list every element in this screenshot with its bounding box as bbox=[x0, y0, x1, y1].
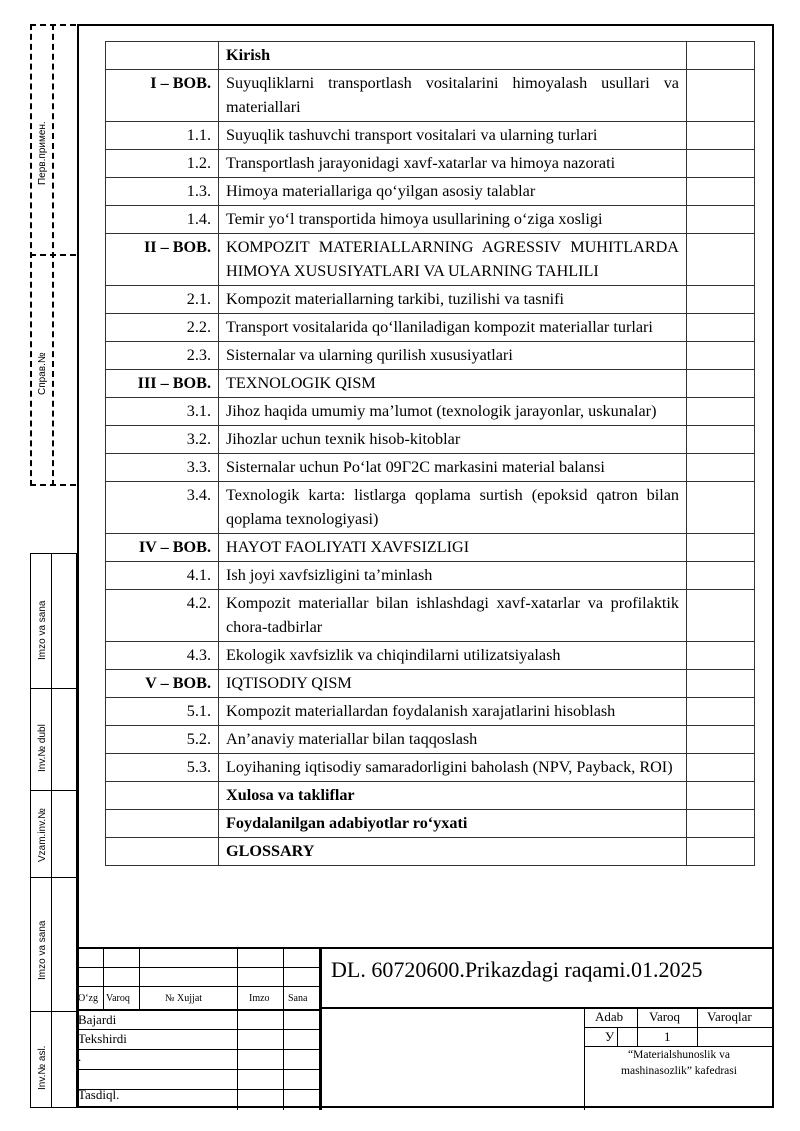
contents-row bbox=[106, 810, 755, 838]
page-number-cell bbox=[687, 698, 755, 726]
tasdiql-label: Tasdiql. bbox=[78, 1087, 120, 1102]
contents-row bbox=[106, 782, 755, 810]
page-number-cell bbox=[687, 426, 755, 454]
section-number: 2.1. bbox=[106, 286, 219, 314]
section-number: I – BOB. bbox=[106, 70, 219, 122]
contents-row bbox=[106, 206, 755, 234]
contents-row bbox=[106, 454, 755, 482]
section-number: 1.3. bbox=[106, 178, 219, 206]
section-title: TEXNOLOGIK QISM bbox=[219, 370, 687, 398]
contents-row bbox=[106, 534, 755, 562]
document-code: DL. 60720600.Prikazdagi raqami.01.2025 bbox=[331, 957, 703, 982]
contents-row bbox=[106, 754, 755, 782]
contents-row bbox=[106, 342, 755, 370]
contents-row bbox=[106, 426, 755, 454]
page-number-cell bbox=[687, 562, 755, 590]
page-number-cell bbox=[687, 314, 755, 342]
section-number: 1.1. bbox=[106, 122, 219, 150]
page-number-cell bbox=[687, 670, 755, 698]
contents-row bbox=[106, 286, 755, 314]
contents-row bbox=[106, 726, 755, 754]
section-title: Kompozit materiallardan foydalanish xarajatlarini hisoblash bbox=[219, 698, 687, 726]
page-number-cell bbox=[687, 782, 755, 810]
section-title: GLOSSARY bbox=[219, 838, 687, 866]
contents-row bbox=[106, 314, 755, 342]
section-title: Kompozit materiallar bilan ishlashdagi xavf-xatarlar va profilaktik chora-tadbirlar bbox=[219, 590, 687, 642]
section-number bbox=[106, 810, 219, 838]
varoqlar-label: Varoqlar bbox=[707, 1009, 752, 1024]
dashed-stamp-separator bbox=[30, 254, 76, 256]
col-imzo: Imzo bbox=[249, 993, 270, 1004]
section-title: Kirish bbox=[219, 42, 687, 70]
page-number-cell bbox=[687, 286, 755, 314]
contents-row bbox=[106, 178, 755, 206]
section-number: V – BOB. bbox=[106, 670, 219, 698]
section-title: KOMPOZIT MATERIALLARNING AGRESSIV MUHITLARDA HIMOYA XUSUSIYATLARI VA ULARNING TAHLILI bbox=[219, 234, 687, 286]
perv-primen-label: Перв.примен. bbox=[37, 121, 48, 185]
title-block bbox=[77, 947, 774, 1108]
section-title: Loyihaning iqtisodiy samaradorligini baholash (NPV, Payback, ROI) bbox=[219, 754, 687, 782]
section-number bbox=[106, 42, 219, 70]
contents-row bbox=[106, 482, 755, 534]
page-number-cell bbox=[687, 370, 755, 398]
section-title: Foydalanilgan adabiyotlar ro‘yxati bbox=[219, 810, 687, 838]
section-number: 3.1. bbox=[106, 398, 219, 426]
page-number-cell bbox=[687, 726, 755, 754]
section-title: Texnologik karta: listlarga qoplama surtish (epoksid qatron bilan qoplama texnologiyasi) bbox=[219, 482, 687, 534]
varoq-label: Varoq bbox=[649, 1009, 681, 1024]
section-title: Suyuqliklarni transportlash vositalarini himoyalash usullari va materiallari bbox=[219, 70, 687, 122]
contents-row bbox=[106, 70, 755, 122]
page-number-cell bbox=[687, 590, 755, 642]
page-number-cell bbox=[687, 150, 755, 178]
contents-row bbox=[106, 234, 755, 286]
section-number: 5.2. bbox=[106, 726, 219, 754]
adab-label: Adab bbox=[595, 1009, 624, 1024]
section-title: Kompozit materiallarning tarkibi, tuzilishi va tasnifi bbox=[219, 286, 687, 314]
contents-row bbox=[106, 370, 755, 398]
col-varoq: Varoq bbox=[106, 993, 130, 1004]
page-number-cell bbox=[687, 206, 755, 234]
bajardi-label: Bajardi bbox=[78, 1012, 117, 1027]
sprav-no-label: Справ.№ bbox=[37, 352, 48, 395]
section-number: 2.3. bbox=[106, 342, 219, 370]
col-xujjat: № Xujjat bbox=[165, 993, 203, 1004]
section-number: 2.2. bbox=[106, 314, 219, 342]
section-number: 3.4. bbox=[106, 482, 219, 534]
section-title: Sisternalar va ularning qurilish xususiyatlari bbox=[219, 342, 687, 370]
section-title: An’anaviy materiallar bilan taqqoslash bbox=[219, 726, 687, 754]
page-number-cell bbox=[687, 838, 755, 866]
contents-row bbox=[106, 838, 755, 866]
imzo-va-sana-label-2: Imzo va sana bbox=[37, 920, 48, 980]
section-title: Jihozlar uchun texnik hisob-kitoblar bbox=[219, 426, 687, 454]
page-number-cell bbox=[687, 122, 755, 150]
section-title: Transport vositalarida qo‘llaniladigan kompozit materiallar turlari bbox=[219, 314, 687, 342]
page-number-cell bbox=[687, 754, 755, 782]
col-sana: Sana bbox=[288, 993, 308, 1004]
section-title: Suyuqlik tashuvchi transport vositalari va ularning turlari bbox=[219, 122, 687, 150]
contents-row bbox=[106, 670, 755, 698]
section-number bbox=[106, 838, 219, 866]
litera-value: У bbox=[605, 1029, 615, 1044]
inv-no-dubl-label: Inv.№ dubl bbox=[37, 724, 48, 772]
department-line-1: “Materialshunoslik va bbox=[628, 1049, 730, 1061]
section-title: HAYOT FAOLIYATI XAVFSIZLIGI bbox=[219, 534, 687, 562]
contents-row bbox=[106, 150, 755, 178]
inv-no-asl-label: Inv.№ asl. bbox=[37, 1045, 48, 1090]
page-number-cell bbox=[687, 454, 755, 482]
department-line-2: mashinasozlik” kafedrasi bbox=[621, 1065, 737, 1077]
section-number: 1.4. bbox=[106, 206, 219, 234]
page-number-cell bbox=[687, 482, 755, 534]
contents-row bbox=[106, 562, 755, 590]
page-number-cell bbox=[687, 178, 755, 206]
section-title: Himoya materiallariga qo‘yilgan asosiy talablar bbox=[219, 178, 687, 206]
contents-row bbox=[106, 42, 755, 70]
page-number-cell bbox=[687, 810, 755, 838]
empty-row-dot: . bbox=[78, 1049, 82, 1064]
section-title: IQTISODIY QISM bbox=[219, 670, 687, 698]
page-number-cell bbox=[687, 398, 755, 426]
contents-row bbox=[106, 122, 755, 150]
section-number: 4.2. bbox=[106, 590, 219, 642]
contents-row bbox=[106, 398, 755, 426]
page-number-cell bbox=[687, 42, 755, 70]
contents-row bbox=[106, 698, 755, 726]
section-title: Sisternalar uchun Po‘lat 09Г2С markasini material balansi bbox=[219, 454, 687, 482]
section-number: III – BOB. bbox=[106, 370, 219, 398]
page-number-cell bbox=[687, 70, 755, 122]
section-title: Ish joyi xavfsizligini ta’minlash bbox=[219, 562, 687, 590]
contents-table bbox=[105, 41, 755, 866]
section-number: II – BOB. bbox=[106, 234, 219, 286]
section-number: 3.3. bbox=[106, 454, 219, 482]
section-title: Xulosa va takliflar bbox=[219, 782, 687, 810]
section-number bbox=[106, 782, 219, 810]
section-number: 5.3. bbox=[106, 754, 219, 782]
imzo-va-sana-label-1: Imzo va sana bbox=[37, 600, 48, 660]
section-title: Temir yo‘l transportida himoya usullarining o‘ziga xosligi bbox=[219, 206, 687, 234]
page-number-cell bbox=[687, 234, 755, 286]
vzam-inv-no-label: Vzam.inv.№ bbox=[37, 808, 48, 862]
col-ozg: O‘zg bbox=[78, 993, 98, 1004]
section-title: Ekologik xavfsizlik va chiqindilarni utilizatsiyalash bbox=[219, 642, 687, 670]
contents-row bbox=[106, 642, 755, 670]
sheet-number: 1 bbox=[664, 1029, 671, 1044]
contents-row bbox=[106, 590, 755, 642]
section-number: 4.1. bbox=[106, 562, 219, 590]
page-number-cell bbox=[687, 342, 755, 370]
page-number-cell bbox=[687, 642, 755, 670]
section-number: 1.2. bbox=[106, 150, 219, 178]
section-title: Jihoz haqida umumiy ma’lumot (texnologik jarayonlar, uskunalar) bbox=[219, 398, 687, 426]
tekshirdi-label: Tekshirdi bbox=[78, 1031, 127, 1046]
section-number: 5.1. bbox=[106, 698, 219, 726]
section-number: IV – BOB. bbox=[106, 534, 219, 562]
section-title: Transportlash jarayonidagi xavf-xatarlar va himoya nazorati bbox=[219, 150, 687, 178]
section-number: 4.3. bbox=[106, 642, 219, 670]
page-number-cell bbox=[687, 534, 755, 562]
section-number: 3.2. bbox=[106, 426, 219, 454]
